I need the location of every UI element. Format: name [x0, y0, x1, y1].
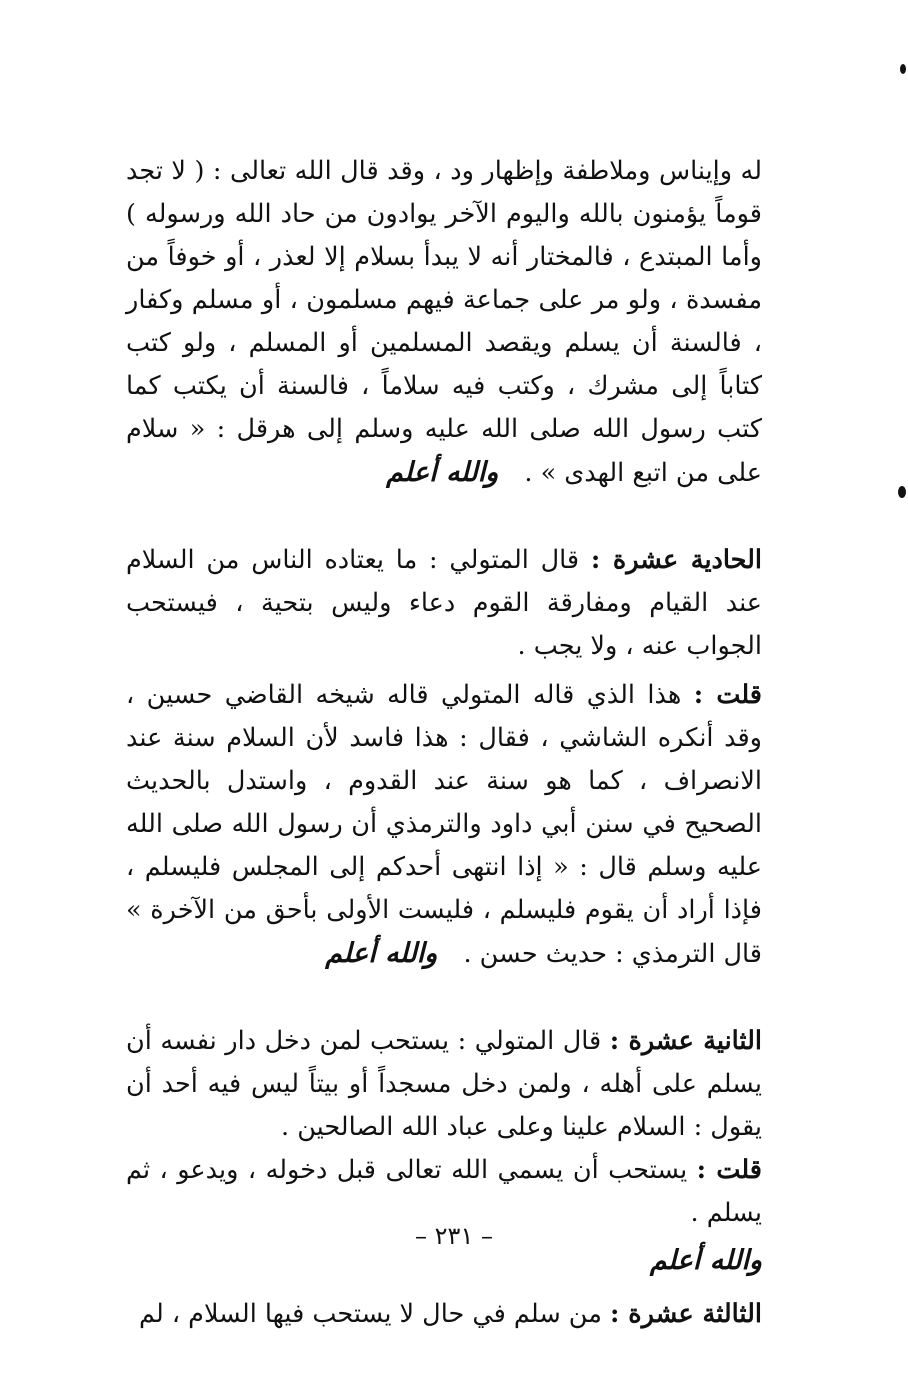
qultu-1-closing: والله أعلم — [325, 938, 438, 969]
margin-mark-middle — [898, 486, 906, 498]
page-number: – ٢٣١ – — [415, 1222, 493, 1250]
margin-mark-top — [900, 64, 906, 74]
qultu-2-label: قلت : — [696, 1155, 762, 1185]
issue-13-text: من سلم في حال لا يستحب فيها السلام ، لم — [138, 1299, 602, 1329]
paragraph-12th-issue — [126, 1020, 762, 1149]
issue-12-text: قال المتولي : يستحب لمن دخل دار نفسه أن يسلم على أهله ، ولمن دخل مسجداً أو بيتاً ليس فيه أحد أن يقول : السلام علينا وعلى عباد الله الصالحين . — [126, 1026, 762, 1142]
paragraph-qultu-1 — [126, 674, 762, 976]
issue-11-label: الحادية عشرة : — [590, 545, 762, 575]
qultu-1-label: قلت : — [693, 680, 762, 710]
paragraph-1 — [126, 150, 762, 495]
issue-12-label: الثانية عشرة : — [609, 1026, 762, 1056]
qultu-2-text: يستحب أن يسمي الله تعالى قبل دخوله ، ويدعو ، ثم يسلم . — [126, 1155, 762, 1228]
paragraph-1-text: له وإيناس وملاطفة وإظهار ود ، وقد قال الله تعالى : ( لا تجد قوماً يؤمنون بالله واليوم الآخر يوادون من حاد الله ورسوله ) وأما المبتدع ، فالمختار أنه لا يبدأ بسلام إلا لعذر ، أو خوفاً من مفسدة ، ولو مر على جماعة فيهم مسلمون ، أو مسلم وكفار ، فالسنة أن يسلم ويقصد المسلمين أو المسلم ، ولو كتب كتاباً إلى مشرك ، وكتب فيه سلاماً ، فالسنة أن يكتب كما كتب رسول الله صلى الله عليه وسلم إلى هرقل : « سلام على من اتبع الهدى » . — [126, 156, 762, 488]
qultu-1-text: هذا الذي قاله المتولي قاله شيخه القاضي حسين ، وقد أنكره الشاشي ، فقال : هذا فاسد لأن السلام سنة عند الانصراف ، كما هو سنة عند القدوم ، واستدل بالحديث الصحيح في سنن أبي داود والترمذي أن رسول الله صلى الله عليه وسلم قال : « إذا انتهى أحدكم إلى المجلس فليسلم ، فإذا أراد أن يقوم فليسلم ، فليست الأولى بأحق من الآخرة » قال الترمذي : حديث حسن . — [126, 680, 762, 969]
page-body — [126, 150, 762, 1336]
issue-13-label: الثالثة عشرة : — [609, 1299, 762, 1329]
paragraph-1-closing: والله أعلم — [386, 457, 499, 488]
qultu-2-closing: والله أعلم — [649, 1245, 762, 1276]
paragraph-13th-issue — [126, 1293, 762, 1336]
issue-11-text: قال المتولي : ما يعتاده الناس من السلام عند القيام ومفارقة القوم دعاء وليس بتحية ، فيستحب الجواب عنه ، ولا يجب . — [126, 545, 762, 661]
paragraph-11th-issue — [126, 539, 762, 668]
